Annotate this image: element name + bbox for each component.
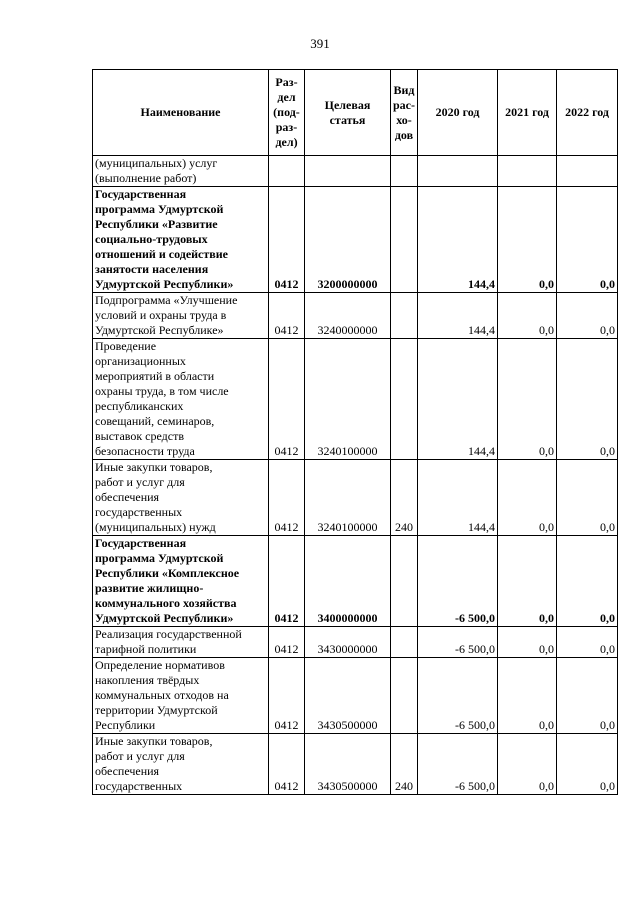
cell-expense-type xyxy=(391,339,418,460)
table-row xyxy=(93,156,618,187)
cell-section: 0412 xyxy=(269,293,305,339)
cell-2020: 144,4 xyxy=(418,339,498,460)
cell-expense-type xyxy=(391,627,418,658)
cell-2020: -6 500,0 xyxy=(418,734,498,795)
cell-2021: 0,0 xyxy=(498,187,557,293)
cell-target: 3430500000 xyxy=(305,658,391,734)
cell-2020: -6 500,0 xyxy=(418,627,498,658)
cell-section xyxy=(269,156,305,187)
header-row xyxy=(93,70,618,156)
cell-expense-type xyxy=(391,187,418,293)
cell-2022: 0,0 xyxy=(557,536,618,627)
header-section: Раз- дел (под- раз- дел) xyxy=(269,70,305,156)
cell-2021 xyxy=(498,156,557,187)
cell-section: 0412 xyxy=(269,734,305,795)
cell-name: Подпрограмма «Улучшение условий и охраны труда в Удмуртской Республике» xyxy=(93,293,269,339)
cell-2022: 0,0 xyxy=(557,658,618,734)
cell-section: 0412 xyxy=(269,187,305,293)
cell-target: 3430500000 xyxy=(305,734,391,795)
cell-name: Иные закупки товаров, работ и услуг для обеспечения государственных (муниципальных) нужд xyxy=(93,460,269,536)
cell-name: Проведение организационных мероприятий в области охраны труда, в том числе республиканских совещаний, семинаров, выставок средств безопасности труда xyxy=(93,339,269,460)
cell-section: 0412 xyxy=(269,658,305,734)
cell-expense-type xyxy=(391,658,418,734)
cell-target xyxy=(305,156,391,187)
cell-2022: 0,0 xyxy=(557,734,618,795)
cell-name: Иные закупки товаров, работ и услуг для обеспечения государственных xyxy=(93,734,269,795)
cell-name: Реализация государственной тарифной политики xyxy=(93,627,269,658)
page-number: 391 xyxy=(310,36,330,51)
cell-section: 0412 xyxy=(269,536,305,627)
table-row xyxy=(93,460,618,536)
table-row xyxy=(93,293,618,339)
cell-2022: 0,0 xyxy=(557,627,618,658)
cell-section: 0412 xyxy=(269,339,305,460)
cell-2021: 0,0 xyxy=(498,627,557,658)
cell-2020: 144,4 xyxy=(418,293,498,339)
table-body xyxy=(93,156,618,795)
cell-target: 3400000000 xyxy=(305,536,391,627)
header-2020: 2020 год xyxy=(418,70,498,156)
cell-2020: 144,4 xyxy=(418,187,498,293)
cell-2022: 0,0 xyxy=(557,460,618,536)
table-row xyxy=(93,536,618,627)
table-row xyxy=(93,734,618,795)
budget-table xyxy=(92,69,618,795)
cell-2022: 0,0 xyxy=(557,187,618,293)
cell-2020 xyxy=(418,156,498,187)
cell-2021: 0,0 xyxy=(498,734,557,795)
cell-2020: -6 500,0 xyxy=(418,536,498,627)
cell-target: 3200000000 xyxy=(305,187,391,293)
cell-2021: 0,0 xyxy=(498,460,557,536)
cell-target: 3240100000 xyxy=(305,460,391,536)
cell-expense-type xyxy=(391,536,418,627)
cell-name: Государственная программа Удмуртской Республики «Комплексное развитие жилищно- коммунального хозяйства Удмуртской Республики» xyxy=(93,536,269,627)
cell-2021: 0,0 xyxy=(498,536,557,627)
header-2021: 2021 год xyxy=(498,70,557,156)
header-expense-type: Вид рас- хо- дов xyxy=(391,70,418,156)
cell-2020: 144,4 xyxy=(418,460,498,536)
cell-section: 0412 xyxy=(269,627,305,658)
cell-2022: 0,0 xyxy=(557,293,618,339)
cell-section: 0412 xyxy=(269,460,305,536)
header-target: Целевая статья xyxy=(305,70,391,156)
cell-2022: 0,0 xyxy=(557,339,618,460)
cell-2021: 0,0 xyxy=(498,339,557,460)
cell-2021: 0,0 xyxy=(498,658,557,734)
cell-name: Государственная программа Удмуртской Республики «Развитие социально-трудовых отношений и содействие занятости населения Удмуртской Республики» xyxy=(93,187,269,293)
cell-target: 3430000000 xyxy=(305,627,391,658)
cell-target: 3240100000 xyxy=(305,339,391,460)
header-name: Наименование xyxy=(93,70,269,156)
cell-name: Определение нормативов накопления твёрдых коммунальных отходов на территории Удмуртской Республики xyxy=(93,658,269,734)
cell-target: 3240000000 xyxy=(305,293,391,339)
cell-expense-type: 240 xyxy=(391,734,418,795)
cell-expense-type xyxy=(391,156,418,187)
table-row xyxy=(93,187,618,293)
cell-2022 xyxy=(557,156,618,187)
table-row xyxy=(93,658,618,734)
table-row xyxy=(93,339,618,460)
table-row xyxy=(93,627,618,658)
cell-2020: -6 500,0 xyxy=(418,658,498,734)
cell-2021: 0,0 xyxy=(498,293,557,339)
cell-name: (муниципальных) услуг (выполнение работ) xyxy=(93,156,269,187)
cell-expense-type xyxy=(391,293,418,339)
cell-expense-type: 240 xyxy=(391,460,418,536)
header-2022: 2022 год xyxy=(557,70,618,156)
